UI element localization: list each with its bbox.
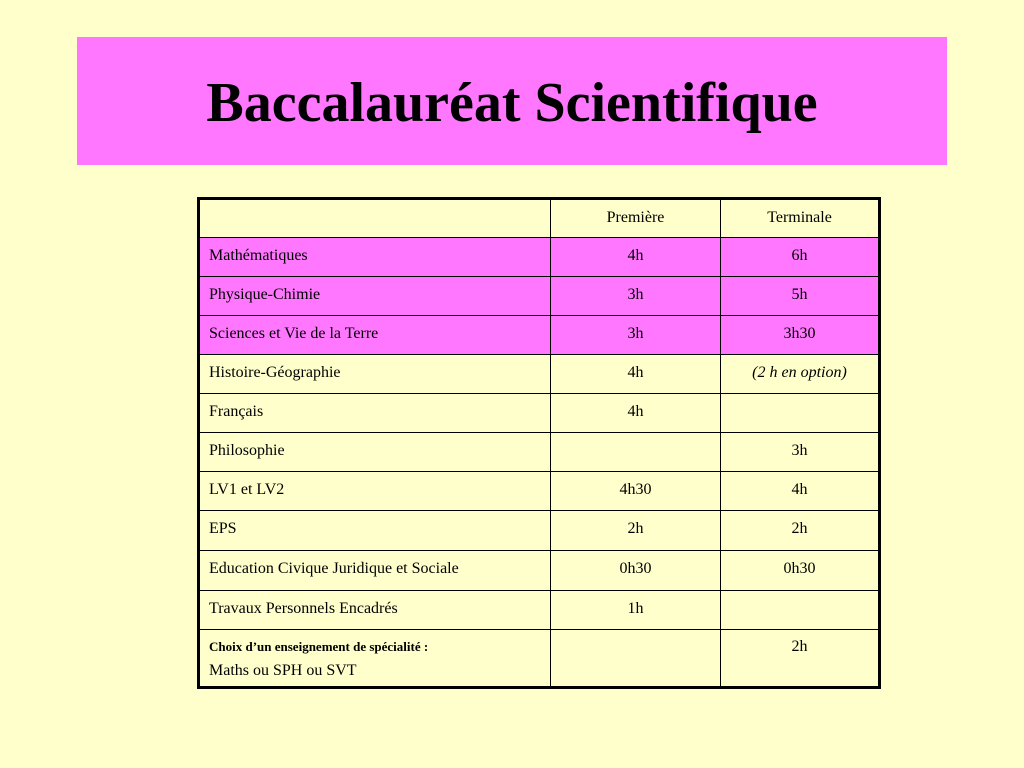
header-terminale: Terminale	[721, 199, 880, 238]
subject-cell: Philosophie	[199, 433, 551, 472]
table-row	[199, 591, 880, 630]
table-row	[199, 316, 880, 355]
subject-cell: Mathématiques	[199, 238, 551, 277]
terminale-cell: (2 h en option)	[721, 355, 880, 394]
table-row	[199, 472, 880, 511]
premiere-cell: 1h	[551, 591, 721, 630]
terminale-cell: 4h	[721, 472, 880, 511]
premiere-cell: 3h	[551, 316, 721, 355]
terminale-cell: 3h30	[721, 316, 880, 355]
slide-title: Baccalauréat Scientifique	[206, 72, 818, 134]
header-premiere: Première	[551, 199, 721, 238]
title-banner	[77, 37, 947, 165]
terminale-cell: 6h	[721, 238, 880, 277]
table-row	[199, 551, 880, 591]
schedule-table	[197, 197, 881, 689]
premiere-cell: 4h	[551, 238, 721, 277]
specialty-row	[199, 630, 880, 688]
table-row	[199, 394, 880, 433]
terminale-cell: 3h	[721, 433, 880, 472]
subject-cell: EPS	[199, 511, 551, 551]
specialty-label: Choix d’un enseignement de spécialité :	[209, 639, 429, 654]
subject-cell: LV1 et LV2	[199, 472, 551, 511]
subject-cell: Français	[199, 394, 551, 433]
table-row	[199, 511, 880, 551]
terminale-cell	[721, 591, 880, 630]
subject-cell: Education Civique Juridique et Sociale	[199, 551, 551, 591]
subject-cell: Sciences et Vie de la Terre	[199, 316, 551, 355]
terminale-cell: 5h	[721, 277, 880, 316]
premiere-cell: 4h30	[551, 472, 721, 511]
premiere-cell: 2h	[551, 511, 721, 551]
subject-cell: Physique-Chimie	[199, 277, 551, 316]
premiere-cell	[551, 433, 721, 472]
table-row	[199, 433, 880, 472]
terminale-cell: 2h	[721, 511, 880, 551]
table-row	[199, 355, 880, 394]
table-row	[199, 277, 880, 316]
specialty-subject-cell	[199, 630, 551, 688]
subject-cell: Travaux Personnels Encadrés	[199, 591, 551, 630]
specialty-value: Maths ou SPH ou SVT	[209, 662, 357, 679]
premiere-cell: 0h30	[551, 551, 721, 591]
terminale-cell: 0h30	[721, 551, 880, 591]
premiere-cell: 4h	[551, 394, 721, 433]
table-row	[199, 238, 880, 277]
premiere-cell: 3h	[551, 277, 721, 316]
premiere-cell: 4h	[551, 355, 721, 394]
terminale-cell	[721, 394, 880, 433]
terminale-cell: 2h	[721, 630, 880, 688]
header-subject	[199, 199, 551, 238]
header-row	[199, 199, 880, 238]
premiere-cell	[551, 630, 721, 688]
subject-cell: Histoire-Géographie	[199, 355, 551, 394]
